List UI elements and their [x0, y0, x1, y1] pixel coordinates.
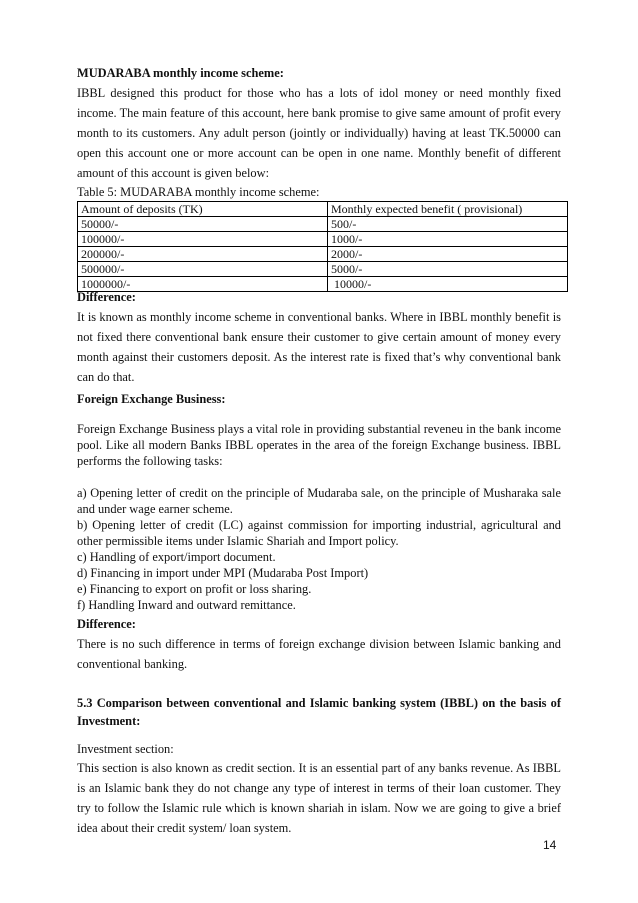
table-header-row [78, 202, 568, 217]
table-cell: 200000/- [78, 247, 328, 262]
list-item: c) Handling of export/import document. [77, 550, 276, 564]
difference-section-1 [77, 287, 561, 387]
foreign-exchange-heading: Foreign Exchange Business: [77, 392, 226, 406]
list-item: d) Financing in import under MPI (Mudaraba Post Import) [77, 566, 369, 580]
foreign-exchange-section [77, 391, 561, 613]
table-cell: 10000/- [328, 277, 568, 292]
difference-heading-1: Difference: [77, 290, 136, 304]
list-item: e) Financing to export on profit or loss sharing. [77, 582, 312, 596]
table-row [78, 217, 568, 232]
table-row [78, 232, 568, 247]
table-cell: 2000/- [328, 247, 568, 262]
list-item: f) Handling Inward and outward remittance. [77, 598, 296, 612]
mudaraba-paragraph: IBBL designed this product for those who has a lots of idol money or need monthly fixed income. The main feature of this account, here bank promise to give same amount of profit every month to its customers. Any adult person (jointly or individually) having at least TK.50000 can open this account one or more account can be open in one name. Monthly benefit of different amount of this account is given below: [77, 86, 561, 180]
table-row [78, 247, 568, 262]
table-cell: 1000000/- [78, 277, 328, 292]
table-caption: Table 5: MUDARABA monthly income scheme: [77, 185, 320, 199]
foreign-exchange-paragraph: Foreign Exchange Business plays a vital role in providing substantial reveneu in the bank income pool. Like all modern Banks IBBL operates in the area of the foreign Exchange business. IBBL performs the following tasks: [77, 422, 561, 468]
difference-paragraph-2: There is no such difference in terms of foreign exchange division between Islamic banking and conventional banking. [77, 637, 561, 671]
table-cell: 100000/- [78, 232, 328, 247]
table-cell: 500000/- [78, 262, 328, 277]
difference-section-2 [77, 614, 561, 674]
investment-subheading: Investment section: [77, 742, 174, 756]
table-row [78, 262, 568, 277]
mudaraba-heading: MUDARABA monthly income scheme: [77, 66, 284, 80]
section-5-3 [77, 694, 561, 838]
table-cell: 5000/- [328, 262, 568, 277]
foreign-exchange-task-list [77, 485, 561, 613]
mudaraba-section [77, 63, 561, 292]
investment-paragraph: This section is also known as credit section. It is an essential part of any banks revenue. As IBBL is an Islamic bank they do not change any type of interest in terms of their loan customer. They try to follow the Islamic rule which is known shariah in islam. Now we are going to give a brief idea about their credit system/ loan system. [77, 761, 561, 835]
table-cell: 500/- [328, 217, 568, 232]
list-item: b) Opening letter of credit (LC) against commission for importing industrial, agricultural and other permissible items under Islamic Shariah and Import policy. [77, 518, 561, 548]
difference-heading-2: Difference: [77, 617, 136, 631]
table-cell: 1000/- [328, 232, 568, 247]
table-cell: 50000/- [78, 217, 328, 232]
table-header-cell: Monthly expected benefit ( provisional) [328, 202, 568, 217]
mudaraba-table [77, 201, 568, 292]
section-5-3-heading: 5.3 Comparison between conventional and Islamic banking system (IBBL) on the basis of Investment: [77, 696, 561, 728]
difference-paragraph-1: It is known as monthly income scheme in conventional banks. Where in IBBL monthly benefit is not fixed there conventional bank ensure their customer to give certain amount of money every month against their customers deposit. As the interest rate is fixed that’s why conventional bank can do that. [77, 310, 561, 384]
page-number: 14 [543, 838, 557, 852]
list-item: a) Opening letter of credit on the principle of Mudaraba sale, on the principle of Musharaka sale and under wage earner scheme. [77, 486, 561, 516]
table-header-cell: Amount of deposits (TK) [78, 202, 328, 217]
